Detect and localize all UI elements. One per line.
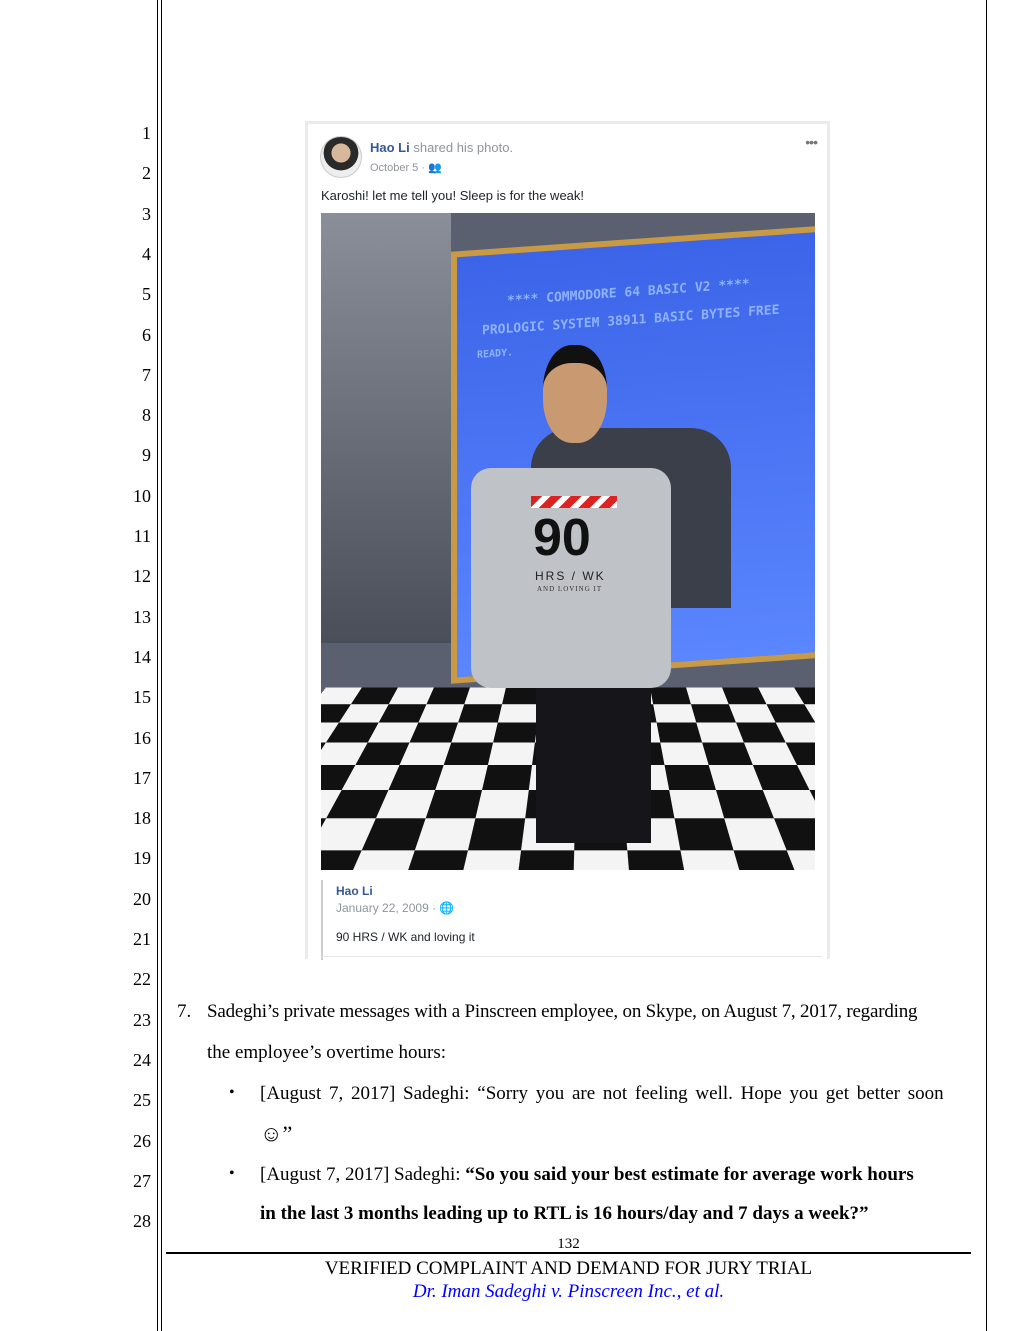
line-number: 9 — [142, 445, 151, 466]
line-number: 5 — [142, 284, 151, 305]
line-number: 17 — [133, 767, 151, 788]
bullet1-line2: ☺” — [260, 1121, 293, 1146]
line-number: 18 — [133, 808, 151, 829]
shirt-small-text: AND LOVING IT — [537, 585, 603, 593]
line-number: 10 — [133, 485, 151, 506]
bullet2-quote: “So you said your best estimate for average work hours — [465, 1164, 914, 1185]
item-number: 7. — [177, 1001, 192, 1022]
post-photo — [321, 213, 815, 870]
bullet-icon: • — [229, 1084, 235, 1101]
divider — [321, 956, 822, 957]
post-message: Karoshi! let me tell you! Sleep is for the weak! — [321, 188, 585, 203]
screen-text: PROLOGIC SYSTEM 38911 BASIC BYTES FREE — [482, 302, 780, 339]
item-text-line1: Sadeghi’s private messages with a Pinscreen employee, on Skype, on August 7, 2017, regarding — [207, 1001, 918, 1022]
shirt-stripe — [531, 496, 617, 508]
line-number: 16 — [133, 727, 151, 748]
bullet2-prefix: [August 7, 2017] Sadeghi: — [260, 1164, 466, 1185]
shared-author[interactable]: Hao Li — [336, 884, 373, 898]
line-number: 14 — [133, 646, 151, 667]
line-number: 19 — [133, 848, 151, 869]
line-number: 21 — [133, 929, 151, 949]
line-number: 1 — [142, 123, 151, 143]
margin-line-right — [986, 0, 987, 1331]
bullet2-line1 — [260, 1164, 914, 1186]
facebook-post-screenshot — [305, 121, 830, 959]
screen-text: READY. — [477, 347, 514, 361]
shared-caption: 90 HRS / WK and loving it — [336, 930, 475, 944]
line-number: 11 — [133, 526, 151, 546]
photo-sweatshirt — [471, 468, 671, 688]
line-number: 24 — [133, 1049, 151, 1070]
item-text-line2: the employee’s overtime hours: — [207, 1042, 447, 1063]
photo-person-head — [543, 345, 607, 443]
photo-wall — [321, 213, 451, 643]
bullet2-line2: in the last 3 months leading up to RTL is 16 hours/day and 7 days a week?” — [260, 1203, 869, 1224]
line-number: 4 — [142, 243, 151, 264]
line-number: 23 — [133, 1009, 151, 1030]
line-number: 15 — [133, 687, 151, 708]
avatar — [320, 136, 362, 178]
friends-icon: 👥 — [428, 162, 442, 174]
footer-caption: Dr. Iman Sadeghi v. Pinscreen Inc., et al. — [412, 1281, 725, 1302]
bullet1-line1: [August 7, 2017] Sadeghi: “Sorry you are not feeling well. Hope you get better soon — [260, 1083, 944, 1104]
footer-rule — [166, 1252, 971, 1254]
line-number: 3 — [142, 203, 151, 224]
line-number: 13 — [133, 606, 151, 627]
post-action: shared his photo. — [409, 140, 514, 155]
shared-photo-attribution — [321, 880, 817, 960]
post-date-text: October 5 · — [370, 162, 429, 174]
margin-line-left-outer — [157, 0, 158, 1331]
shirt-text: HRS / WK — [535, 569, 606, 583]
shared-date-text: January 22, 2009 · — [336, 901, 440, 915]
post-date — [370, 161, 442, 174]
margin-line-left-inner — [161, 0, 162, 1331]
bullet-icon: • — [229, 1165, 235, 1182]
footer-title: VERIFIED COMPLAINT AND DEMAND FOR JURY TRIAL — [324, 1258, 813, 1279]
page-number: 132 — [557, 1236, 580, 1252]
post-header — [370, 140, 513, 155]
photo-person-legs — [536, 673, 651, 843]
line-number: 12 — [133, 566, 151, 587]
line-number: 28 — [133, 1211, 151, 1232]
line-number: 20 — [133, 888, 151, 909]
line-number: 7 — [142, 364, 151, 385]
line-number: 25 — [133, 1090, 151, 1111]
shirt-number: 90 — [533, 509, 591, 567]
line-number: 6 — [142, 324, 151, 345]
line-number: 2 — [142, 163, 151, 184]
more-options-icon[interactable]: ••• — [805, 134, 817, 150]
screen-text: **** COMMODORE 64 BASIC V2 **** — [507, 276, 750, 309]
line-number: 22 — [133, 969, 151, 990]
line-number: 26 — [133, 1130, 151, 1151]
globe-icon: 🌐 — [439, 901, 455, 915]
shared-date — [336, 901, 454, 915]
line-number: 27 — [133, 1170, 151, 1191]
line-number: 8 — [142, 405, 151, 426]
author-name[interactable]: Hao Li — [370, 140, 410, 155]
